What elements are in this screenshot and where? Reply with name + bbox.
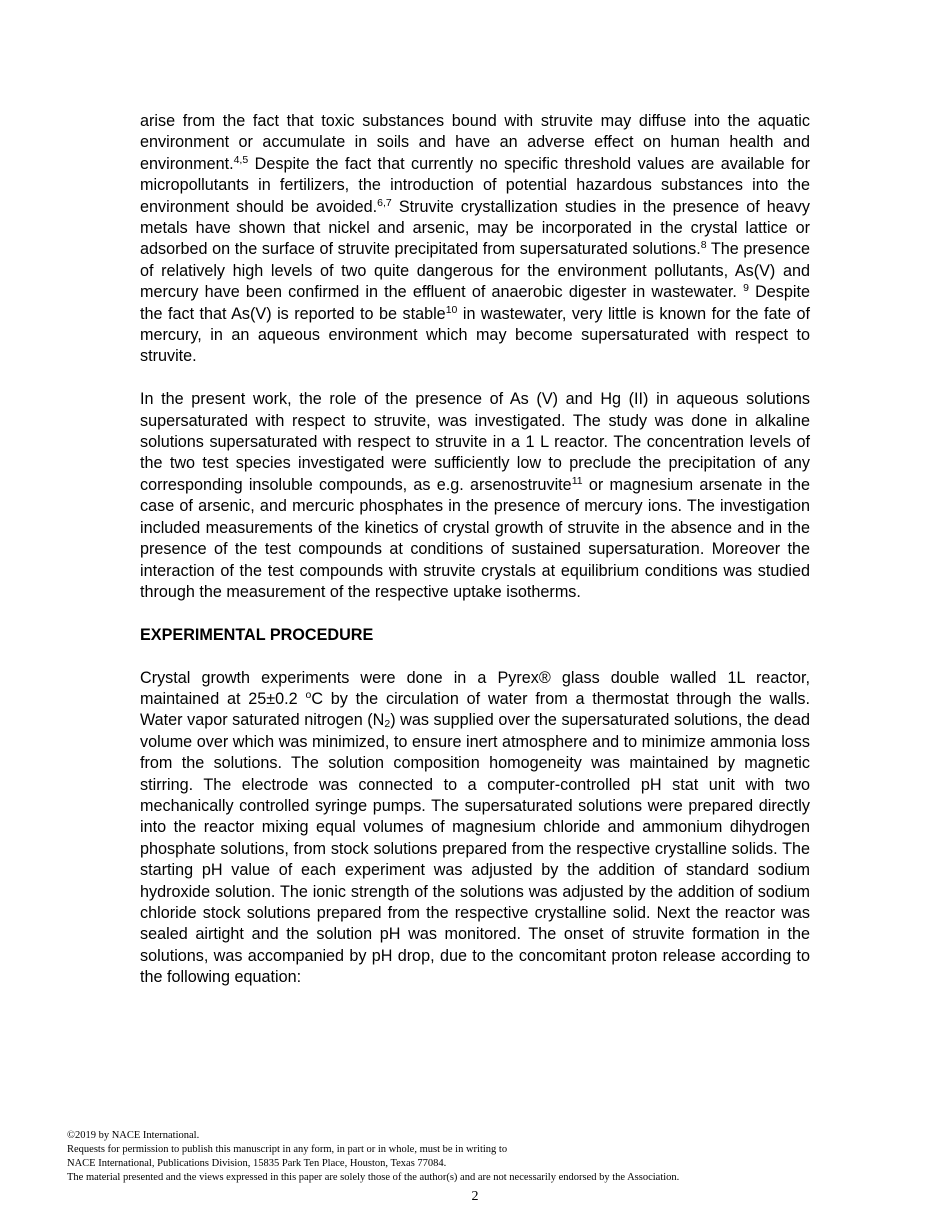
- citation-ref: 6,7: [377, 196, 392, 209]
- text-span: Despite the fact that As(V) is reported to be stable: [140, 283, 810, 323]
- citation-ref: 9: [743, 282, 749, 295]
- footer-line: ©2019 by NACE International.: [67, 1130, 200, 1141]
- citation-ref: 4,5: [233, 153, 249, 166]
- citation-ref: 10: [445, 303, 458, 316]
- text-span: In the present work, the role of the presence of As (V) and Hg (II) in aqueous solutions supersaturated with respect to struvite, was investigated. The study was done in alkaline solutions supersaturated with respect to struvite in a 1 L reactor. The concentration levels of the two test species investigated were sufficiently low to preclude the precipitation of any corresponding insoluble compounds, as e.g. arsenostruvite: [140, 390, 810, 494]
- degree-superscript: o: [305, 688, 312, 701]
- citation-ref: 8: [700, 239, 707, 252]
- paragraph-intro-continuation: [140, 111, 810, 368]
- text-span: C by the circulation of water from a thermostat through the walls. Water vapor saturated nitrogen (N: [140, 689, 811, 730]
- footer-line: NACE International, Publications Division, 15835 Park Ten Place, Houston, Texas 77084.: [67, 1158, 447, 1169]
- main-text: [140, 111, 810, 989]
- footer-line: Requests for permission to publish this manuscript in any form, in part or in whole, must be in writing to: [67, 1144, 508, 1155]
- text-span: in wastewater, very little is known for the fate of mercury, in an aqueous environment which may become supersaturated with respect to struvite.: [140, 304, 810, 366]
- text-span: Despite the fact that currently no specific threshold values are available for micropollutants in fertilizers, the introduction of potential hazardous substances into the environment should be avoided.: [140, 154, 810, 216]
- text-span: ) was supplied over the supersaturated solutions, the dead volume over which was minimized, to ensure inert atmosphere and to minimize ammonia loss from the solutions. The solution composition homogeneity was maintained by magnetic stirring. The electrode was connected to a computer-controlled pH stat unit with two mechanically controlled syringe pumps. The supersaturated solutions were prepared directly into the reactor mixing equal volumes of magnesium chloride and ammonium dihydrogen phosphate solutions, from stock solutions prepared from the respective crystalline solids. The starting pH value of each experiment was adjusted by the addition of standard sodium hydroxide solution. The ionic strength of the solutions was adjusted by the addition of sodium chloride stock solutions prepared from the respective crystalline solid. Next the reactor was sealed airtight and the solution pH was monitored. The onset of struvite formation in the solutions, was accompanied by pH drop, due to the concomitant proton release according to the following equation:: [140, 711, 810, 987]
- text-span: or magnesium arsenate in the case of arsenic, and mercuric phosphates in the presence of mercury ions. The investigation included measurements of the kinetics of crystal growth of struvite in the absence and in the presence of the test compounds at conditions of sustained supersaturation. Moreover the interaction of the test compounds with struvite crystals at equilibrium conditions was studied through the measurement of the respective uptake isotherms.: [140, 475, 810, 601]
- section-heading: EXPERIMENTAL PROCEDURE: [140, 625, 374, 644]
- footer-line: The material presented and the views expressed in this paper are solely those of the author(s) and are not necessarily endorsed by the Association.: [67, 1172, 680, 1183]
- copyright-footer: [67, 1129, 679, 1185]
- text-span: Crystal growth experiments were done in a Pyrex® glass double walled 1L reactor, maintained at 25±0.2: [140, 668, 810, 708]
- text-span: The presence of relatively high levels of two quite dangerous for the environment pollutants, As(V) and mercury have been confirmed in the effluent of anaerobic digester in wastewater.: [140, 240, 810, 302]
- paragraph-experimental: [140, 668, 810, 989]
- text-span: arise from the fact that toxic substances bound with struvite may diffuse into the aquatic environment or accumulate in soils and have an adverse effect on human health and environment.: [140, 112, 810, 173]
- subscript: 2: [384, 718, 391, 731]
- text-span: Struvite crystallization studies in the presence of heavy metals have shown that nickel and arsenic, may be incorporated in the crystal lattice or adsorbed on the surface of struvite precipitated from supersaturated solutions.: [140, 197, 810, 259]
- citation-ref: 11: [571, 474, 583, 487]
- paragraph-present-work: [140, 389, 810, 603]
- page-number: 2: [471, 1189, 479, 1204]
